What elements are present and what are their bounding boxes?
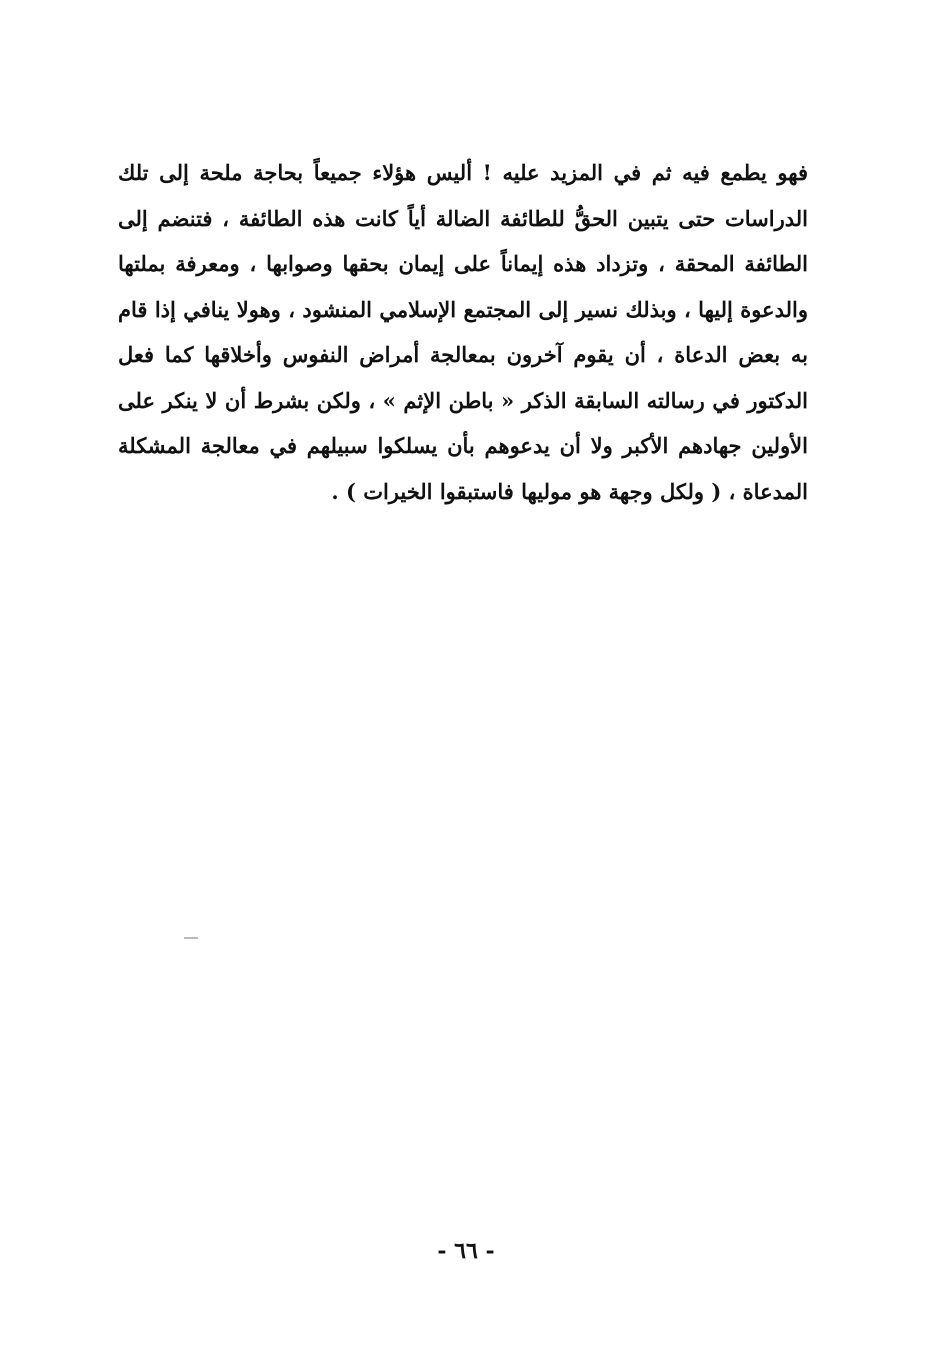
text-line: الدكتور في رسالته السابقة الذكر « باطن الإثم » ، ولكن بشرط أن لا ينكر على xyxy=(118,387,808,413)
scan-speck xyxy=(184,937,198,939)
text-line: الطائفة المحقة ، وتزداد هذه إيماناً على إيمان بحقها وصوابها ، ومعرفة بملتها xyxy=(118,251,808,276)
text-line: الدراسات حتى يتبين الحقُّ للطائفة الضالة أياً كانت هذه الطائفة ، فتنضم إلى xyxy=(118,205,808,231)
page-number: - ٦٦ - xyxy=(437,1238,495,1264)
text-line: به بعض الدعاة ، أن يقوم آخرون بمعالجة أمراض النفوس وأخلاقها كما فعل xyxy=(118,342,808,367)
text-line-last: المدعاة ، ( ولكل وجهة هو موليها فاستبقوا الخيرات ) . xyxy=(331,478,808,504)
text-line: الأولين جهادهم الأكبر ولا أن يدعوهم بأن يسلكوا سبيلهم في معالجة المشكلة xyxy=(118,433,808,458)
text-line: فهو يطمع فيه ثم في المزيد عليه ! أليس هؤلاء جميعاً بحاجة ملحة إلى تلك xyxy=(118,160,808,185)
text-line: والدعوة إليها ، وبذلك نسير إلى المجتمع الإسلامي المنشود ، وهولا ينافي إذا قام xyxy=(118,296,808,322)
body-text xyxy=(118,150,808,514)
